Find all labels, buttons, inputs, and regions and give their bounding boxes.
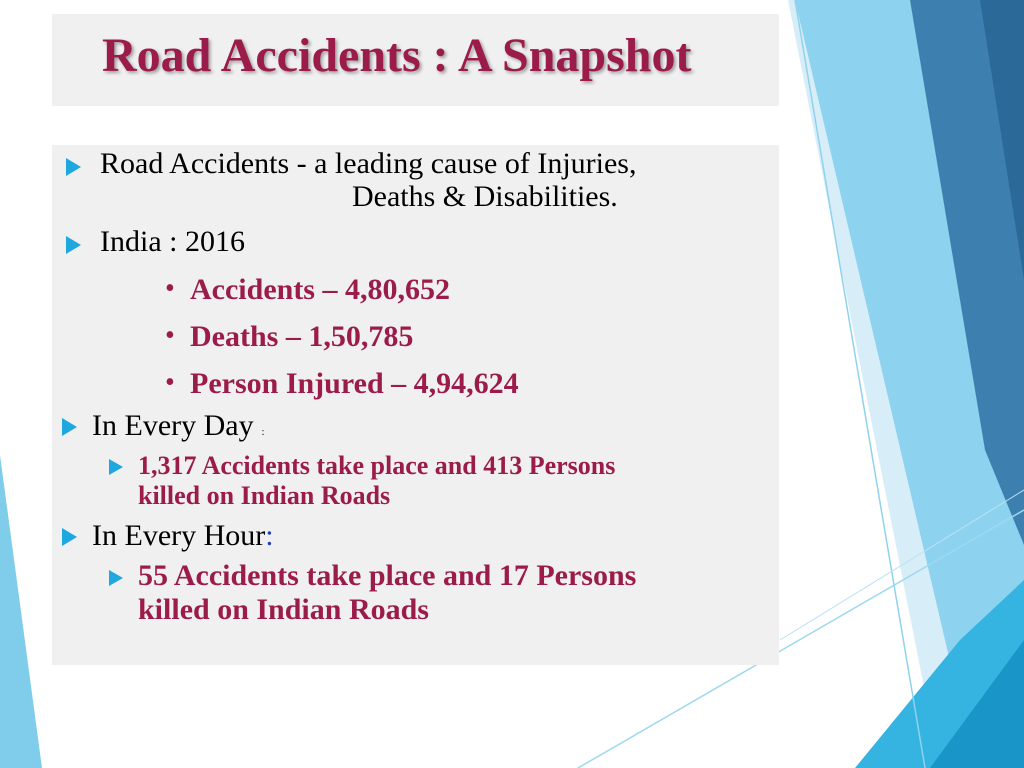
stat-person-injured: Person Injured – 4,94,624 [190, 367, 519, 400]
triangle-arrow-bullet-icon [66, 158, 81, 176]
dot-bullet-icon: • [165, 367, 175, 398]
every-day-detail-line2: killed on Indian Roads [138, 481, 391, 510]
every-day-heading [92, 409, 264, 443]
slide-title: Road Accidents : A Snapshot [102, 29, 692, 82]
triangle-arrow-bullet-icon [66, 236, 81, 254]
triangle-arrow-bullet-icon [109, 459, 123, 475]
every-day-detail-line1: 1,317 Accidents take place and 413 Persons [138, 451, 616, 480]
every-hour-label: In Every Hour [92, 519, 266, 552]
bullet-leading-cause-line1: Road Accidents - a leading cause of Injuries, [100, 147, 637, 180]
triangle-arrow-bullet-icon [62, 528, 77, 546]
triangle-arrow-bullet-icon [62, 418, 77, 436]
bullet-leading-cause-line2: Deaths & Disabilities. [352, 180, 618, 213]
every-day-colon: : [261, 427, 265, 438]
stat-accidents: Accidents – 4,80,652 [190, 273, 450, 306]
every-hour-detail-line1: 55 Accidents take place and 17 Persons [138, 559, 637, 592]
triangle-arrow-bullet-icon [109, 570, 123, 586]
every-hour-detail-line2: killed on Indian Roads [138, 593, 429, 626]
content-panel [52, 145, 779, 665]
dot-bullet-icon: • [165, 320, 175, 351]
every-hour-heading [92, 519, 274, 553]
stat-deaths: Deaths – 1,50,785 [190, 320, 414, 353]
every-hour-colon: : [265, 519, 274, 552]
dot-bullet-icon: • [165, 273, 175, 304]
left-bottom-shape [0, 455, 42, 768]
title-panel [52, 14, 779, 106]
every-day-label: In Every Day [92, 409, 254, 442]
bullet-india-2016: India : 2016 [100, 225, 245, 258]
